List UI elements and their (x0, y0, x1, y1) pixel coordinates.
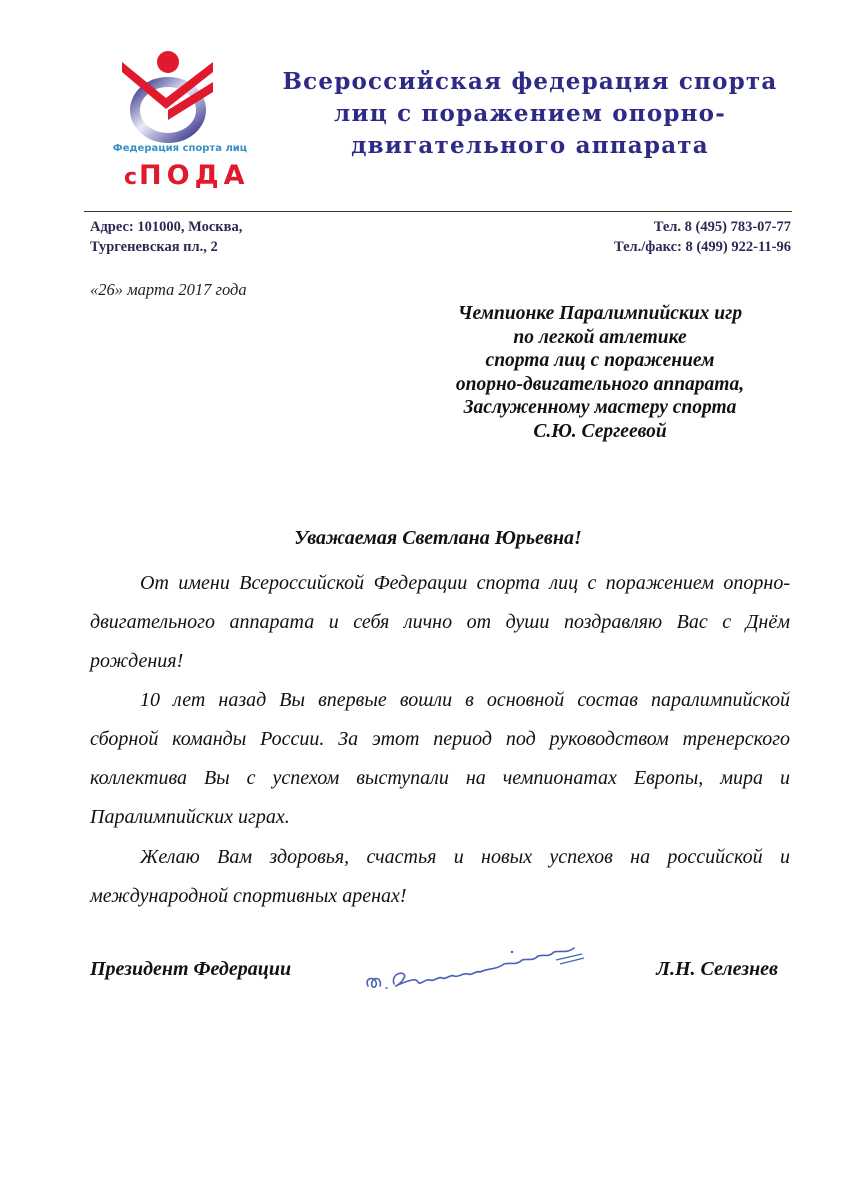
federation-logo (100, 48, 260, 198)
org-title-line: Всероссийская федерация спорта (282, 68, 778, 95)
recipient-line: по легкой атлетике (513, 326, 687, 348)
handwritten-signature (360, 942, 600, 998)
paragraph-text: От имени Всероссийской Федерации спорта лиц с поражением опорно-двигательного аппарата и себя лично от души поздравляю Вас с Днём рождения! (90, 572, 790, 672)
paragraph-text: Желаю Вам здоровья, счастья и новых успехов на российской и международной спортивных аренах! (90, 846, 790, 907)
org-title-line: лиц с поражением опорно- (334, 100, 726, 127)
recipient-line: Чемпионке Паралимпийских игр (457, 303, 743, 324)
address-line: Тургеневская пл., 2 (90, 239, 218, 255)
paragraph-text: 10 лет назад Вы впервые вошли в основной состав паралимпийской сборной команды России. За этот период под руководством тренерского коллектива Вы с успехом выступали на чемпионатах Европы, мира и Паралимпийских играх. (90, 689, 790, 828)
logo-wordmark: сПОДА (124, 160, 250, 191)
phone-line: Тел. 8 (495) 783-07-77 (653, 219, 791, 235)
signatory-title: Президент Федерации (90, 958, 292, 980)
recipient-line: Заслуженному мастеру спорта (463, 397, 737, 418)
salutation: Уважаемая Светлана Юрьевна! (294, 527, 582, 549)
body-paragraph-1 (90, 564, 790, 681)
logo-emblem-icon (110, 48, 230, 143)
phone-block (614, 217, 791, 257)
address-block (90, 217, 242, 257)
recipient-line: опорно-двигательного аппарата, (455, 373, 745, 395)
signatory-name: Л.Н. Селезнев (656, 958, 778, 980)
org-title-line: двигательного аппарата (351, 132, 709, 159)
letter-date: «26» марта 2017 года (90, 280, 247, 299)
body-paragraph-2 (90, 681, 790, 837)
fax-line: Тел./факс: 8 (499) 922-11-96 (613, 239, 791, 255)
recipient-block (410, 302, 790, 443)
body-paragraph-3 (90, 838, 790, 916)
header-divider (84, 211, 792, 212)
recipient-line: С.Ю. Сергеевой (533, 420, 667, 442)
organization-title (282, 66, 778, 162)
address-line: Адрес: 101000, Москва, (90, 219, 243, 235)
recipient-line: спорта лиц с поражением (485, 350, 715, 371)
logo-caption: Федерация спорта лиц (112, 143, 248, 154)
